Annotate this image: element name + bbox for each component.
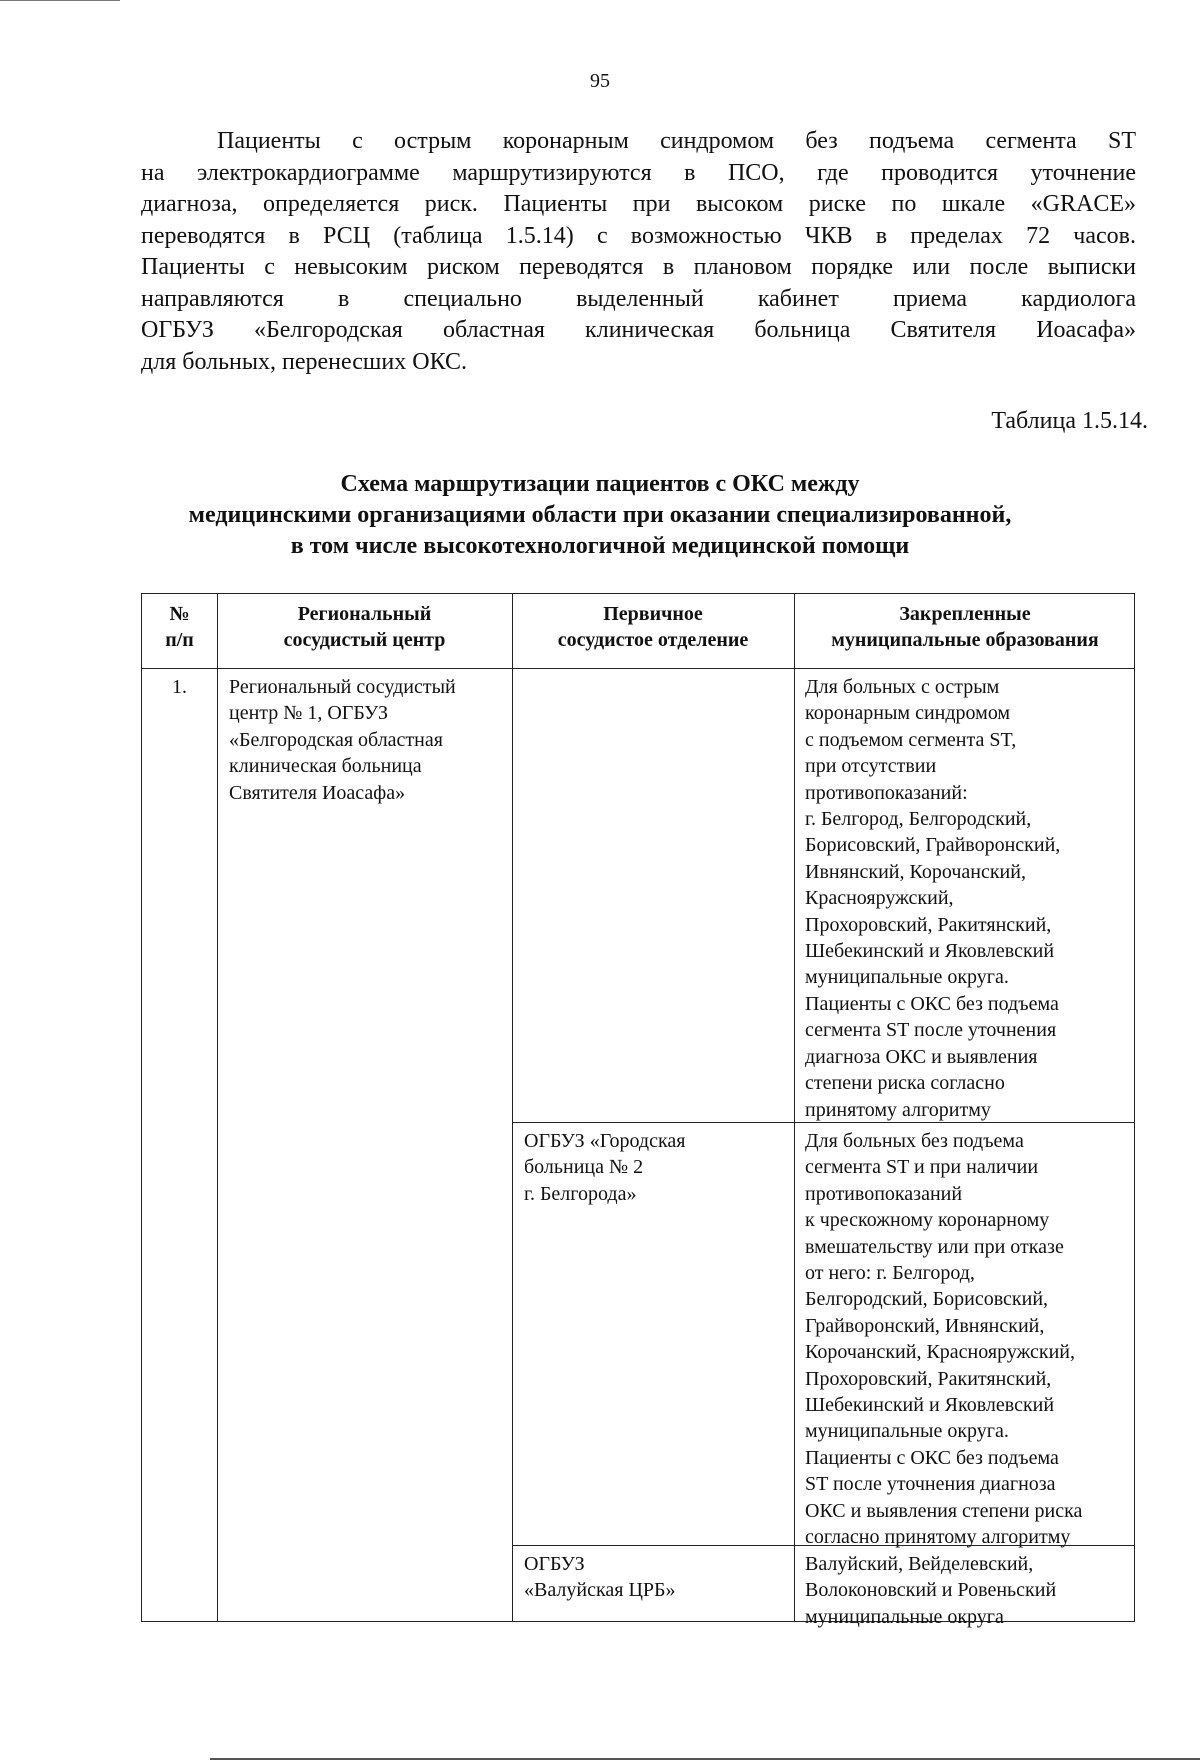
primary-department-cell [524, 1128, 790, 1207]
cell-line: г. Белгорода» [524, 1182, 637, 1205]
cell-line: ST после уточнения диагноза [805, 1473, 1056, 1496]
intro-line: переводятся в РСЦ (таблица 1.5.14) с возможностью ЧКВ в пределах 72 часов. [141, 222, 1136, 249]
intro-line: диагноза, определяется риск. Пациенты при высоком риске по шкале «GRACE» [141, 191, 1136, 217]
cell-line: противопоказаний [805, 1182, 963, 1205]
cell-line: от него: г. Белгород, [805, 1262, 975, 1285]
cell-line: сегмента ST и при наличии [805, 1156, 1039, 1179]
cell-line: Краснояружский, [805, 887, 954, 910]
table-title-line: медицинскими организациями области при оказании специализированной, [188, 502, 1012, 528]
row-number-text: 1. [172, 676, 187, 698]
intro-line: на электрокардиограмме маршрутизируются в ПСО, где проводится уточнение [141, 159, 1136, 186]
cell-line: центр № 1, ОГБУЗ [229, 702, 389, 725]
header-line: муниципальные образования [831, 629, 1099, 651]
cell-line: «Валуйская ЦРБ» [524, 1579, 676, 1602]
cell-line: ОГБУЗ «Городская [524, 1130, 686, 1152]
intro-line: для больных, перенесших ОКС. [141, 348, 467, 375]
header-line: Региональный [297, 603, 432, 625]
header-line: № [169, 603, 190, 625]
cell-line: Валуйский, Вейделевский, [805, 1553, 1034, 1575]
cell-line: Шебекинский и Яковлевский [805, 1394, 1055, 1417]
cell-line: при отсутствии [805, 755, 937, 778]
header-line: сосудистое отделение [557, 629, 749, 651]
cell-line: Для больных с острым [805, 676, 1000, 698]
primary-department-cell [524, 1551, 790, 1604]
cell-line: диагноза ОКС и выявления [805, 1045, 1038, 1068]
routing-table [141, 593, 1135, 1628]
column-divider [217, 594, 218, 1621]
cell-line: степени риска согласно [805, 1072, 1005, 1095]
cell-line: «Белгородская областная [229, 728, 443, 751]
header-municipalities [794, 601, 1136, 653]
cell-line: больница № 2 [524, 1156, 644, 1179]
column-divider [512, 594, 513, 1621]
cell-line: коронарным синдромом [805, 702, 1011, 725]
municipalities-cell [805, 1128, 1133, 1551]
cell-line: Шебекинский и Яковлевский [805, 940, 1055, 963]
intro-paragraph [141, 126, 1136, 378]
cell-line: принятому алгоритму [805, 1098, 991, 1121]
column-divider [794, 594, 795, 1621]
cell-line: Волоконовский и Ровеньский [805, 1579, 1057, 1602]
intro-line: Пациенты с острым коронарным синдромом без подъема сегмента ST [217, 128, 1136, 154]
regional-center-cell [229, 674, 509, 806]
cell-line: ОГБУЗ [524, 1553, 585, 1575]
intro-line: Пациенты с невысоким риском переводятся в плановом порядке или после выписки [141, 254, 1136, 280]
scan-edge-top [0, 0, 120, 1]
row-number [142, 674, 217, 700]
table-title-line: в том числе высокотехнологичной медицинской помощи [290, 533, 910, 559]
header-line: Закрепленные [899, 603, 1031, 625]
cell-line: с подъемом сегмента ST, [805, 728, 1017, 751]
header-divider [142, 668, 1134, 669]
cell-line: Ивнянский, Корочанский, [805, 860, 1026, 883]
cell-line: Прохоровский, Ракитянский, [805, 1367, 1052, 1390]
table-label: Таблица 1.5.14. [991, 408, 1148, 434]
header-primary-department [512, 601, 794, 653]
page-number: 95 [590, 70, 610, 92]
cell-line: Для больных без подъема [805, 1130, 1024, 1152]
cell-line: противопоказаний: [805, 781, 968, 804]
cell-line: Пациенты с ОКС без подъема [805, 992, 1059, 1015]
cell-line: к чрескожному коронарному [805, 1209, 1050, 1232]
table-title [0, 469, 1200, 562]
table-title-line: Схема маршрутизации пациентов с ОКС между [340, 471, 860, 497]
cell-line: Святителя Иоасафа» [229, 781, 406, 804]
header-line: Первичное [603, 603, 703, 625]
cell-line: муниципальные округа. [805, 966, 1009, 989]
header-number [142, 601, 217, 653]
intro-line: направляются в специально выделенный кабинет приема кардиолога [141, 285, 1136, 312]
header-line: сосудистый центр [283, 629, 446, 651]
cell-line: ОКС и выявления степени риска [805, 1499, 1083, 1522]
cell-line: Борисовский, Грайворонский, [805, 834, 1061, 857]
cell-line: Грайворонский, Ивнянский, [805, 1314, 1045, 1337]
cell-line: клиническая больница [229, 755, 422, 778]
municipalities-cell [805, 674, 1133, 1123]
cell-line: муниципальные округа [805, 1605, 1004, 1628]
cell-line: Корочанский, Краснояружский, [805, 1341, 1076, 1364]
cell-line: г. Белгород, Белгородский, [805, 808, 1032, 831]
cell-line: Региональный сосудистый [229, 676, 456, 698]
header-line: п/п [165, 629, 194, 651]
cell-line: Пациенты с ОКС без подъема [805, 1446, 1059, 1469]
cell-line: согласно принятому алгоритму [805, 1526, 1071, 1549]
cell-line: вмешательству или при отказе [805, 1235, 1064, 1258]
cell-line: сегмента ST после уточнения [805, 1019, 1057, 1042]
cell-line: Прохоровский, Ракитянский, [805, 913, 1052, 936]
municipalities-cell [805, 1551, 1133, 1630]
header-regional-center [217, 601, 512, 653]
cell-line: Белгородский, Борисовский, [805, 1288, 1049, 1311]
cell-line: муниципальные округа. [805, 1420, 1009, 1443]
intro-line: ОГБУЗ «Белгородская областная клиническая больница Святителя Иоасафа» [141, 317, 1136, 343]
